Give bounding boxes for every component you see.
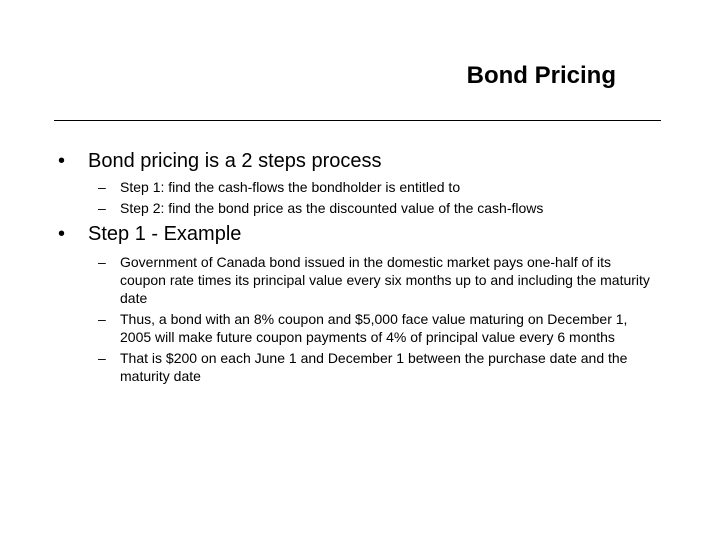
- sub-bullet-item: [98, 253, 658, 307]
- bullet-dot-icon: •: [58, 223, 66, 245]
- sub-bullet-list: [58, 253, 658, 385]
- dash-icon: –: [98, 350, 106, 366]
- bullet-group: [58, 221, 658, 385]
- bullet-dot-icon: •: [58, 150, 66, 172]
- sub-bullet-item: [98, 349, 658, 385]
- sub-bullet-item: [98, 199, 658, 217]
- sub-bullet-text: Government of Canada bond issued in the domestic market pays one-half of its coupon rate times its principal value every six months up to and including the maturity date: [120, 254, 650, 306]
- dash-icon: –: [98, 254, 106, 270]
- sub-bullet-text: Thus, a bond with an 8% coupon and $5,000 face value maturing on December 1, 2005 will make future coupon payments of 4% of principal value every 6 months: [120, 311, 628, 345]
- sub-bullet-item: [98, 178, 658, 196]
- sub-bullet-list: [58, 178, 658, 217]
- bullet-group: [58, 148, 658, 217]
- sub-bullet-item: [98, 310, 658, 346]
- sub-bullet-text: That is $200 on each June 1 and December 1 between the purchase date and the maturity date: [120, 350, 628, 384]
- sub-bullet-text: Step 1: find the cash-flows the bondholder is entitled to: [120, 179, 461, 195]
- dash-icon: –: [98, 311, 106, 327]
- slide-title: Bond Pricing: [466, 62, 616, 89]
- bullet-item: [58, 148, 658, 174]
- bullet-item: [58, 221, 658, 247]
- dash-icon: –: [98, 200, 106, 216]
- slide-content: [58, 148, 658, 388]
- bullet-text: Bond pricing is a 2 steps process: [88, 150, 382, 172]
- title-divider: [54, 120, 661, 121]
- sub-bullet-text: Step 2: find the bond price as the discounted value of the cash-flows: [120, 200, 544, 216]
- bullet-text: Step 1 - Example: [88, 223, 242, 245]
- dash-icon: –: [98, 179, 106, 195]
